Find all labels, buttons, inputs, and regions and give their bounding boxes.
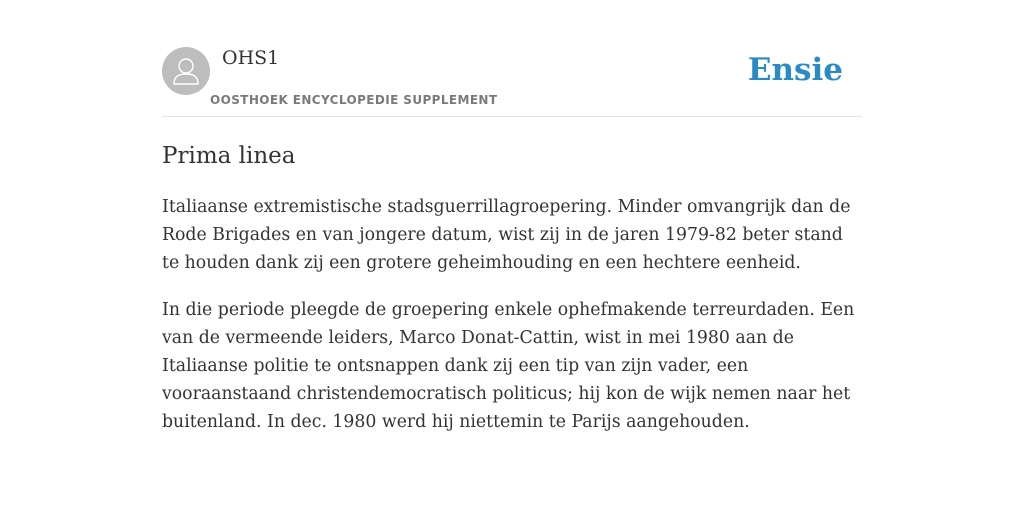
entry-title: Prima linea <box>162 143 296 169</box>
author-name[interactable]: OHS1 <box>222 47 280 69</box>
source-label[interactable]: OOSTHOEK ENCYCLOPEDIE SUPPLEMENT <box>210 93 498 107</box>
paragraph-1: Italiaanse extremistische stadsguerrillagroepering. Minder omvangrijk dan de Rode Brigades en van jongere datum, wist zij in de jaren 1979-82 beter stand te houden dank zij een grotere geheimhouding en een hechtere eenheid. <box>162 197 851 273</box>
entry-card <box>162 46 862 436</box>
paragraph-2: In die periode pleegde de groepering enkele ophefmakende terreurdaden. Een van de vermeende leiders, Marco Donat-Cattin, wist in mei 1980 aan de Italiaanse politie te ontsnappen dank zij een tip van zijn vader, een vooraanstaand christendemocratisch politicus; hij kon de wijk nemen naar het buitenland. In dec. 1980 werd hij niettemin te Parijs aangehouden. <box>162 300 855 432</box>
entry-header <box>162 46 862 117</box>
brand-logo[interactable]: Ensie <box>747 52 843 88</box>
user-icon[interactable] <box>162 47 210 95</box>
